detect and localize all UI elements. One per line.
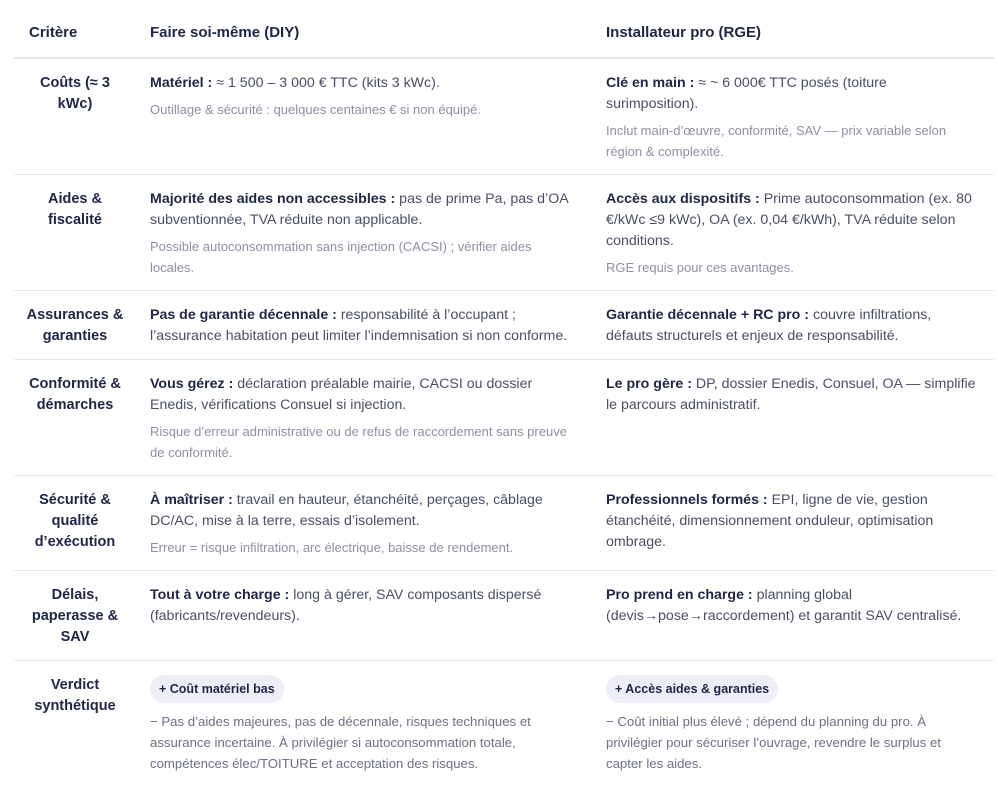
diy-main-text	[150, 490, 578, 532]
diy-cell	[136, 476, 592, 571]
diy-description: travail en hauteur, étanchéité, perçages, câblage DC/AC, mise à la terre, essais d’isolement.	[150, 492, 543, 529]
diy-lead-label: Pas de garantie décennale :	[150, 307, 337, 323]
pro-cell	[592, 175, 994, 291]
pro-description: ≈ ~ 6 000€ TTC posés (toiture surimposition).	[606, 75, 887, 112]
table-body	[14, 58, 994, 786]
pro-lead-label: Accès aux dispositifs :	[606, 191, 760, 207]
diy-lead-label: Vous gérez :	[150, 376, 234, 392]
criterion-cell: Sécurité & qualité d’exécution	[14, 476, 136, 571]
diy-main-text	[150, 374, 578, 416]
diy-cell	[136, 360, 592, 476]
diy-description: déclaration préalable mairie, CACSI ou dossier Enedis, vérifications Consuel si injection.	[150, 376, 533, 413]
pro-note: RGE requis pour ces avantages.	[606, 260, 794, 275]
pro-lead-label: Le pro gère :	[606, 376, 692, 392]
table-row	[14, 476, 994, 571]
pro-description: EPI, ligne de vie, gestion étanchéité, dimensionnement onduleur, optimisation ombrage.	[606, 492, 934, 550]
diy-lead-label: À maîtriser :	[150, 492, 233, 508]
diy-verdict-badge: + Coût matériel bas	[150, 675, 284, 703]
pro-lead-label: Pro prend en charge :	[606, 587, 753, 603]
diy-cell	[136, 58, 592, 175]
pro-verdict-text: − Coût initial plus élevé ; dépend du planning du pro. À privilégier pour sécuriser l’ouvrage, revendre le surplus et capter les aides.	[606, 714, 941, 771]
verdict-criterion-cell: Verdict synthétique	[34, 677, 116, 714]
diy-note: Erreur = risque infiltration, arc électrique, baisse de rendement.	[150, 540, 514, 555]
diy-cell	[136, 291, 592, 360]
criterion-cell: Conformité & démarches	[14, 360, 136, 476]
table-row	[14, 571, 994, 661]
diy-description: responsabilité à l’occupant ; l’assurance habitation peut limiter l’indemnisation si non conforme.	[150, 307, 568, 344]
diy-cell	[136, 175, 592, 291]
diy-note: Risque d’erreur administrative ou de refus de raccordement sans preuve de conformité.	[150, 424, 567, 460]
pro-description: couvre infiltrations, défauts structurels et enjeux de responsabilité.	[606, 307, 932, 344]
diy-main-text	[150, 189, 578, 231]
verdict-row	[14, 661, 994, 787]
header-pro: Installateur pro (RGE)	[592, 8, 994, 58]
pro-description: DP, dossier Enedis, Consuel, OA — simplifie le parcours administratif.	[606, 376, 976, 413]
pro-main-text	[606, 490, 980, 553]
diy-note: Outillage & sécurité : quelques centaines € si non équipé.	[150, 102, 481, 117]
diy-verdict-cell	[136, 661, 592, 787]
pro-main-text	[606, 305, 980, 347]
pro-verdict-badge: + Accès aides & garanties	[606, 675, 778, 703]
pro-cell	[592, 476, 994, 571]
header-row	[14, 8, 994, 58]
pro-cell	[592, 571, 994, 661]
pro-lead-label: Garantie décennale + RC pro :	[606, 307, 810, 323]
diy-description: long à gérer, SAV composants dispersé (fabricants/revendeurs).	[150, 587, 542, 624]
diy-description: ≈ 1 500 – 3 000 € TTC (kits 3 kWc).	[212, 75, 440, 91]
diy-cell	[136, 571, 592, 661]
pro-main-text	[606, 189, 980, 252]
comparison-table	[14, 8, 994, 786]
header-criterion: Critère	[14, 8, 136, 58]
diy-main-text	[150, 73, 578, 94]
pro-note: Inclut main-d’œuvre, conformité, SAV — prix variable selon région & complexité.	[606, 123, 947, 159]
diy-description: pas de prime Pa, pas d’OA subventionnée, TVA réduite non applicable.	[150, 191, 568, 228]
pro-main-text	[606, 374, 980, 416]
diy-note: Possible autoconsommation sans injection (CACSI) ; vérifier aides locales.	[150, 239, 532, 275]
pro-cell	[592, 58, 994, 175]
diy-verdict-text: − Pas d’aides majeures, pas de décennale, risques techniques et assurance incertaine. À privilégier si autoconsommation totale, compétences élec/TOITURE et acceptation des risques.	[150, 714, 531, 771]
table-row	[14, 291, 994, 360]
table-header	[14, 8, 994, 58]
pro-description: planning global (devis→pose→raccordement) et garantit SAV centralisé.	[606, 587, 962, 624]
table-row	[14, 175, 994, 291]
table-row	[14, 360, 994, 476]
table-row	[14, 58, 994, 175]
diy-main-text	[150, 585, 578, 627]
pro-lead-label: Clé en main :	[606, 75, 695, 91]
pro-main-text	[606, 585, 980, 627]
diy-lead-label: Tout à votre charge :	[150, 587, 290, 603]
diy-lead-label: Matériel :	[150, 75, 213, 91]
pro-description: Prime autoconsommation (ex. 80 €/kWc ≤9 kWc), OA (ex. 0,04 €/kWh), TVA réduite selon conditions.	[606, 191, 972, 249]
criterion-cell: Aides & fiscalité	[14, 175, 136, 291]
pro-main-text	[606, 73, 980, 115]
criterion-cell: Délais, paperasse & SAV	[14, 571, 136, 661]
criterion-cell: Assurances & garanties	[14, 291, 136, 360]
header-diy: Faire soi-même (DIY)	[136, 8, 592, 58]
pro-lead-label: Professionnels formés :	[606, 492, 768, 508]
diy-main-text	[150, 305, 578, 347]
pro-cell	[592, 291, 994, 360]
diy-lead-label: Majorité des aides non accessibles :	[150, 191, 396, 207]
pro-cell	[592, 360, 994, 476]
criterion-cell: Coûts (≈ 3 kWc)	[14, 58, 136, 175]
pro-verdict-cell	[592, 661, 994, 787]
